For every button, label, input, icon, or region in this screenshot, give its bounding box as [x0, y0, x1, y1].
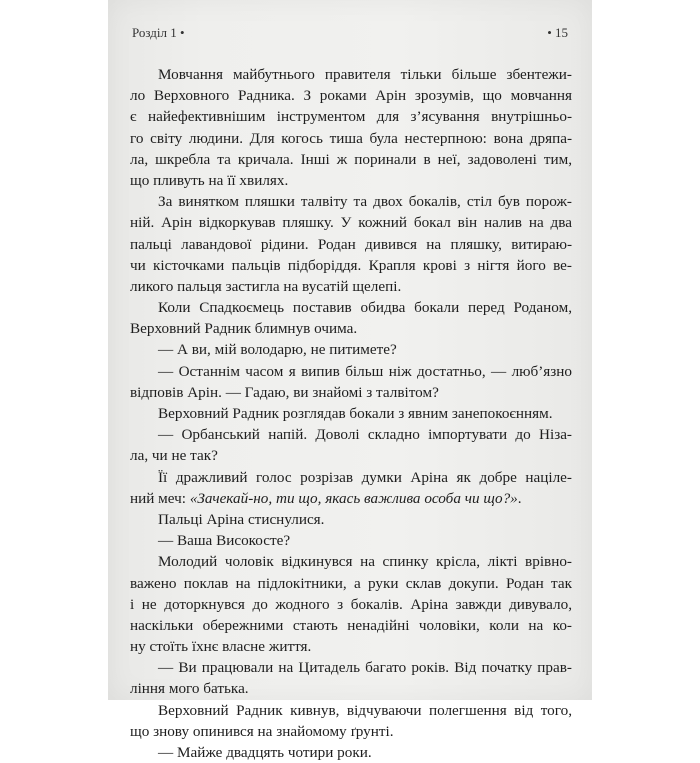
text-line: ла, шкребла та кричала. Інші ж поринали в неї, задоволені тим, — [130, 150, 572, 168]
text-line: наскільки обережними стають ненадійні чоловіки, коли на ко- — [130, 616, 572, 634]
text-line: го світу людини. Для когось тиша була нестерпною: вона дряпа- — [130, 129, 572, 147]
dialogue-line: — Майже двадцять чотири роки. — [158, 744, 372, 761]
text-line: За винятком пляшки талвіту та двох бокалів, стіл був порож- — [158, 193, 572, 211]
text-line: Молодий чоловік відкинувся на спинку крісла, лікті врівно- — [158, 553, 572, 571]
italic-thought: «Зачекай-но, ти що, якась важлива особа чи що?» — [189, 489, 518, 507]
book-page — [108, 0, 592, 761]
text-line: ління мого батька. — [130, 680, 249, 698]
running-head — [132, 25, 568, 43]
text-line: є найефективнішим інструментом для з’ясування внутрішньо- — [130, 108, 572, 126]
text-line: Пальці Аріна стиснулися. — [158, 510, 325, 528]
text-line: ликого пальця застигла на вусатій щелепі. — [130, 277, 402, 295]
text-line: Коли Спадкоємець поставив обидва бокали перед Роданом, — [158, 299, 572, 317]
dialogue-line: — Ваша Високосте? — [158, 532, 291, 550]
text-line: ло Верховного Радника. З роками Арін зрозумів, що мовчання — [130, 87, 572, 105]
text-line: ній. Арін відкоркував пляшку. У кожний бокал він налив на два — [130, 214, 572, 232]
text-line: відповів Арін. — Гадаю, ви знайомі з талвітом? — [130, 383, 439, 401]
text-line: Верховний Радник блимнув очима. — [130, 320, 358, 338]
text-line: Мовчання майбутнього правителя тільки більше збентежи- — [158, 66, 572, 83]
text-fragment: ний меч: — [130, 489, 190, 507]
text-line: ла, чи не так? — [130, 447, 218, 465]
dialogue-line: — Орбанський напій. Доволі складно імпортувати до Ніза- — [158, 426, 572, 444]
text-fragment: . — [517, 489, 522, 507]
text-line: що знову опинився на знайомому ґрунті. — [130, 722, 394, 740]
text-line-italic — [130, 488, 572, 509]
text-line: ну стоїть їхнє власне життя. — [130, 638, 312, 656]
text-line: Її дражливий голос розрізав думки Аріна як добре націле- — [158, 468, 572, 486]
dialogue-line: — Останнім часом я випив більш ніж достатньо, — люб’язно — [158, 362, 572, 380]
text-line: і не доторкнувся до жодного з бокалів. Аріна завжди дивувало, — [130, 595, 572, 613]
text-line: Верховний Радник розглядав бокали з явним занепокоєнням. — [158, 405, 553, 422]
text-line: чи кісточками пальців підборіддя. Крапля крові з нігтя його ве- — [130, 256, 572, 274]
text-line: що пливуть на її хвилях. — [130, 171, 289, 189]
page-number: • 15 — [547, 25, 568, 40]
dialogue-line: — А ви, мій володарю, не питимете? — [158, 341, 397, 359]
chapter-label: Розділ 1 • — [132, 25, 185, 40]
text-line: важено поклав на підлокітники, а руки склав докупи. Родан так — [130, 574, 572, 592]
dialogue-line: — Ви працювали на Цитадель багато років. Від початку прав- — [158, 659, 572, 677]
text-line: пальці лавандової рідини. Родан дивився на пляшку, витираю- — [130, 235, 572, 253]
text-line: Верховний Радник кивнув, відчуваючи полегшення від того, — [158, 701, 572, 719]
body-text — [130, 64, 572, 763]
